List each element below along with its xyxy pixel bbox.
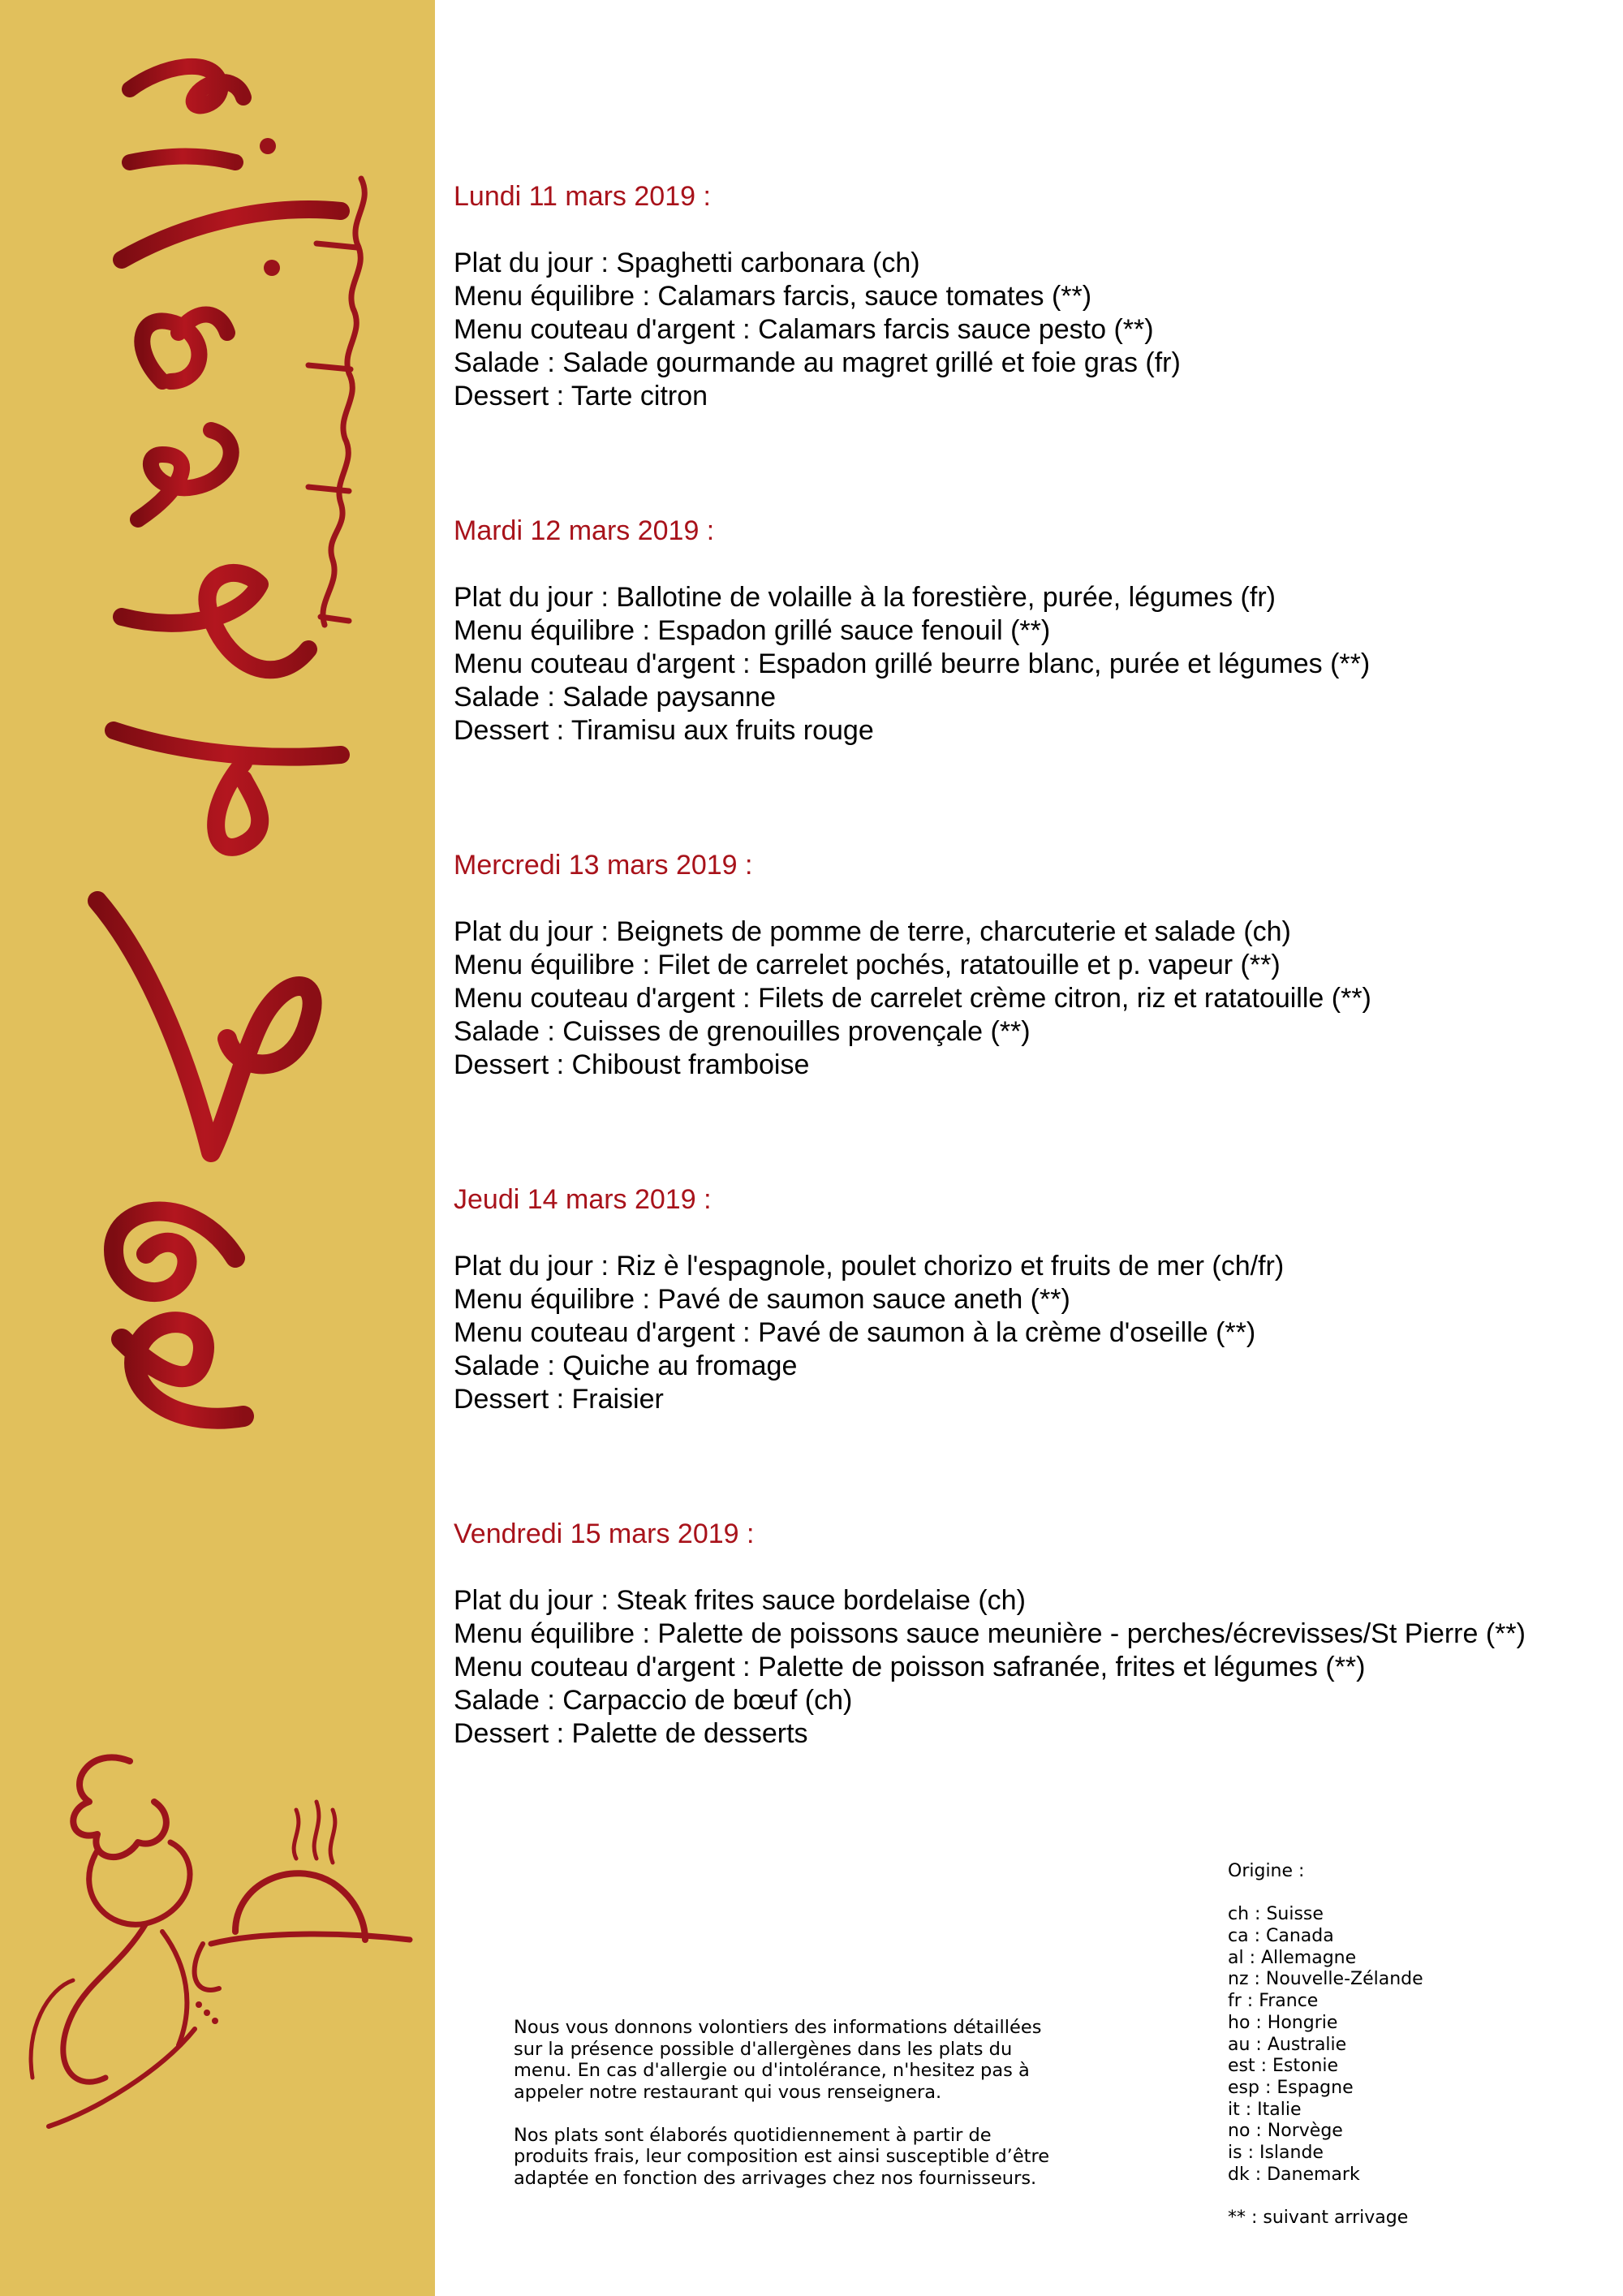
day-title: Vendredi 15 mars 2019 : — [454, 1518, 755, 1549]
plat-du-jour: Plat du jour : Ballotine de volaille à la forestière, purée, légumes (fr) — [454, 582, 1276, 613]
brand-logo — [0, 0, 435, 2296]
brand-script-title — [97, 67, 341, 1419]
menu-equilibre: Menu équilibre : Calamars farcis, sauce tomates (**) — [454, 281, 1092, 312]
origin-entry: dk : Danemark — [1228, 2164, 1360, 2185]
menu-couteau-argent: Menu couteau d'argent : Calamars farcis sauce pesto (**) — [454, 314, 1154, 345]
salade: Salade : Carpaccio de bœuf (ch) — [454, 1685, 853, 1716]
chef-illustration — [31, 1757, 410, 2126]
origin-entry: nz : Nouvelle-Zélande — [1228, 1969, 1423, 1990]
day-thursday — [454, 1183, 1614, 1518]
day-title: Lundi 11 mars 2019 : — [454, 181, 711, 212]
legend-gap — [1228, 1883, 1617, 1905]
menu-couteau-argent: Menu couteau d'argent : Pavé de saumon à la crème d'oseille (**) — [454, 1317, 1256, 1348]
origin-entry: al : Allemagne — [1228, 1947, 1357, 1968]
origin-legend — [1228, 1861, 1617, 2229]
menu-equilibre: Menu équilibre : Espadon grillé sauce fenouil (**) — [454, 615, 1051, 646]
origin-entry: au : Australie — [1228, 2034, 1347, 2055]
origin-entry: est : Estonie — [1228, 2056, 1339, 2077]
dessert: Dessert : Palette de desserts — [454, 1718, 808, 1749]
day-monday — [454, 180, 1614, 515]
origin-entry: it : Italie — [1228, 2099, 1302, 2120]
origin-entry: esp : Espagne — [1228, 2077, 1354, 2098]
notice-line: sur la présence possible d'allergènes dans les plats du — [514, 2038, 1013, 2060]
origin-entry: ho : Hongrie — [1228, 2012, 1338, 2033]
menu-couteau-argent: Menu couteau d'argent : Palette de poisson safranée, frites et légumes (**) — [454, 1652, 1366, 1682]
legend-gap — [1228, 2186, 1617, 2208]
notice-line: menu. En cas d'allergie ou d'intolérance, n'hesitez pas à — [514, 2060, 1030, 2081]
origin-footnote: ** : suivant arrivage — [1228, 2208, 1409, 2228]
dessert: Dessert : Tiramisu aux fruits rouge — [454, 715, 874, 746]
dessert: Dessert : Chiboust framboise — [454, 1049, 810, 1080]
salade: Salade : Salade gourmande au magret grillé et foie gras (fr) — [454, 347, 1181, 378]
menu-couteau-argent: Menu couteau d'argent : Filets de carrelet crème citron, riz et ratatouille (**) — [454, 983, 1371, 1014]
origin-entry: is : Islande — [1228, 2142, 1324, 2163]
day-wednesday — [454, 849, 1614, 1183]
weekly-menu — [454, 180, 1614, 1852]
allergen-notice — [514, 2017, 1130, 2189]
plat-du-jour: Plat du jour : Spaghetti carbonara (ch) — [454, 248, 920, 278]
paragraph-gap — [514, 2103, 1130, 2125]
notice-line: Nous vous donnons volontiers des informations détaillées — [514, 2017, 1042, 2038]
menu-equilibre: Menu équilibre : Pavé de saumon sauce aneth (**) — [454, 1284, 1070, 1315]
salade: Salade : Salade paysanne — [454, 682, 776, 713]
menu-equilibre: Menu équilibre : Filet de carrelet pochés, ratatouille et p. vapeur (**) — [454, 950, 1281, 980]
dessert: Dessert : Fraisier — [454, 1384, 664, 1415]
salade: Salade : Cuisses de grenouilles provençale (**) — [454, 1016, 1031, 1047]
day-title: Mercredi 13 mars 2019 : — [454, 850, 753, 881]
notice-line: appeler notre restaurant qui vous renseignera. — [514, 2081, 942, 2103]
origin-entry: fr : France — [1228, 1991, 1319, 2012]
day-title: Mardi 12 mars 2019 : — [454, 515, 715, 546]
origin-entry: ca : Canada — [1228, 1926, 1334, 1947]
dessert: Dessert : Tarte citron — [454, 381, 708, 411]
brand-sidebar — [0, 0, 435, 2296]
origin-entry: no : Norvège — [1228, 2121, 1343, 2142]
origin-title: Origine : — [1228, 1861, 1305, 1881]
menu-couteau-argent: Menu couteau d'argent : Espadon grillé beurre blanc, purée et légumes (**) — [454, 648, 1371, 679]
day-friday — [454, 1518, 1614, 1852]
day-tuesday — [454, 515, 1614, 849]
salade: Salade : Quiche au fromage — [454, 1350, 798, 1381]
day-title: Jeudi 14 mars 2019 : — [454, 1184, 712, 1215]
plat-du-jour: Plat du jour : Beignets de pomme de terre, charcuterie et salade (ch) — [454, 916, 1291, 947]
brand-script-subtitle — [308, 179, 364, 625]
origin-entry: ch : Suisse — [1228, 1904, 1324, 1925]
menu-equilibre: Menu équilibre : Palette de poissons sauce meunière - perches/écrevisses/St Pierre (**) — [454, 1618, 1526, 1649]
notice-line: produits frais, leur composition est ainsi susceptible d’être — [514, 2146, 1050, 2167]
plat-du-jour: Plat du jour : Steak frites sauce bordelaise (ch) — [454, 1585, 1026, 1616]
plat-du-jour: Plat du jour : Riz è l'espagnole, poulet chorizo et fruits de mer (ch/fr) — [454, 1251, 1285, 1282]
notice-line: adaptée en fonction des arrivages chez nos fournisseurs. — [514, 2167, 1037, 2189]
notice-line: Nos plats sont élaborés quotidiennement à partir de — [514, 2124, 992, 2146]
